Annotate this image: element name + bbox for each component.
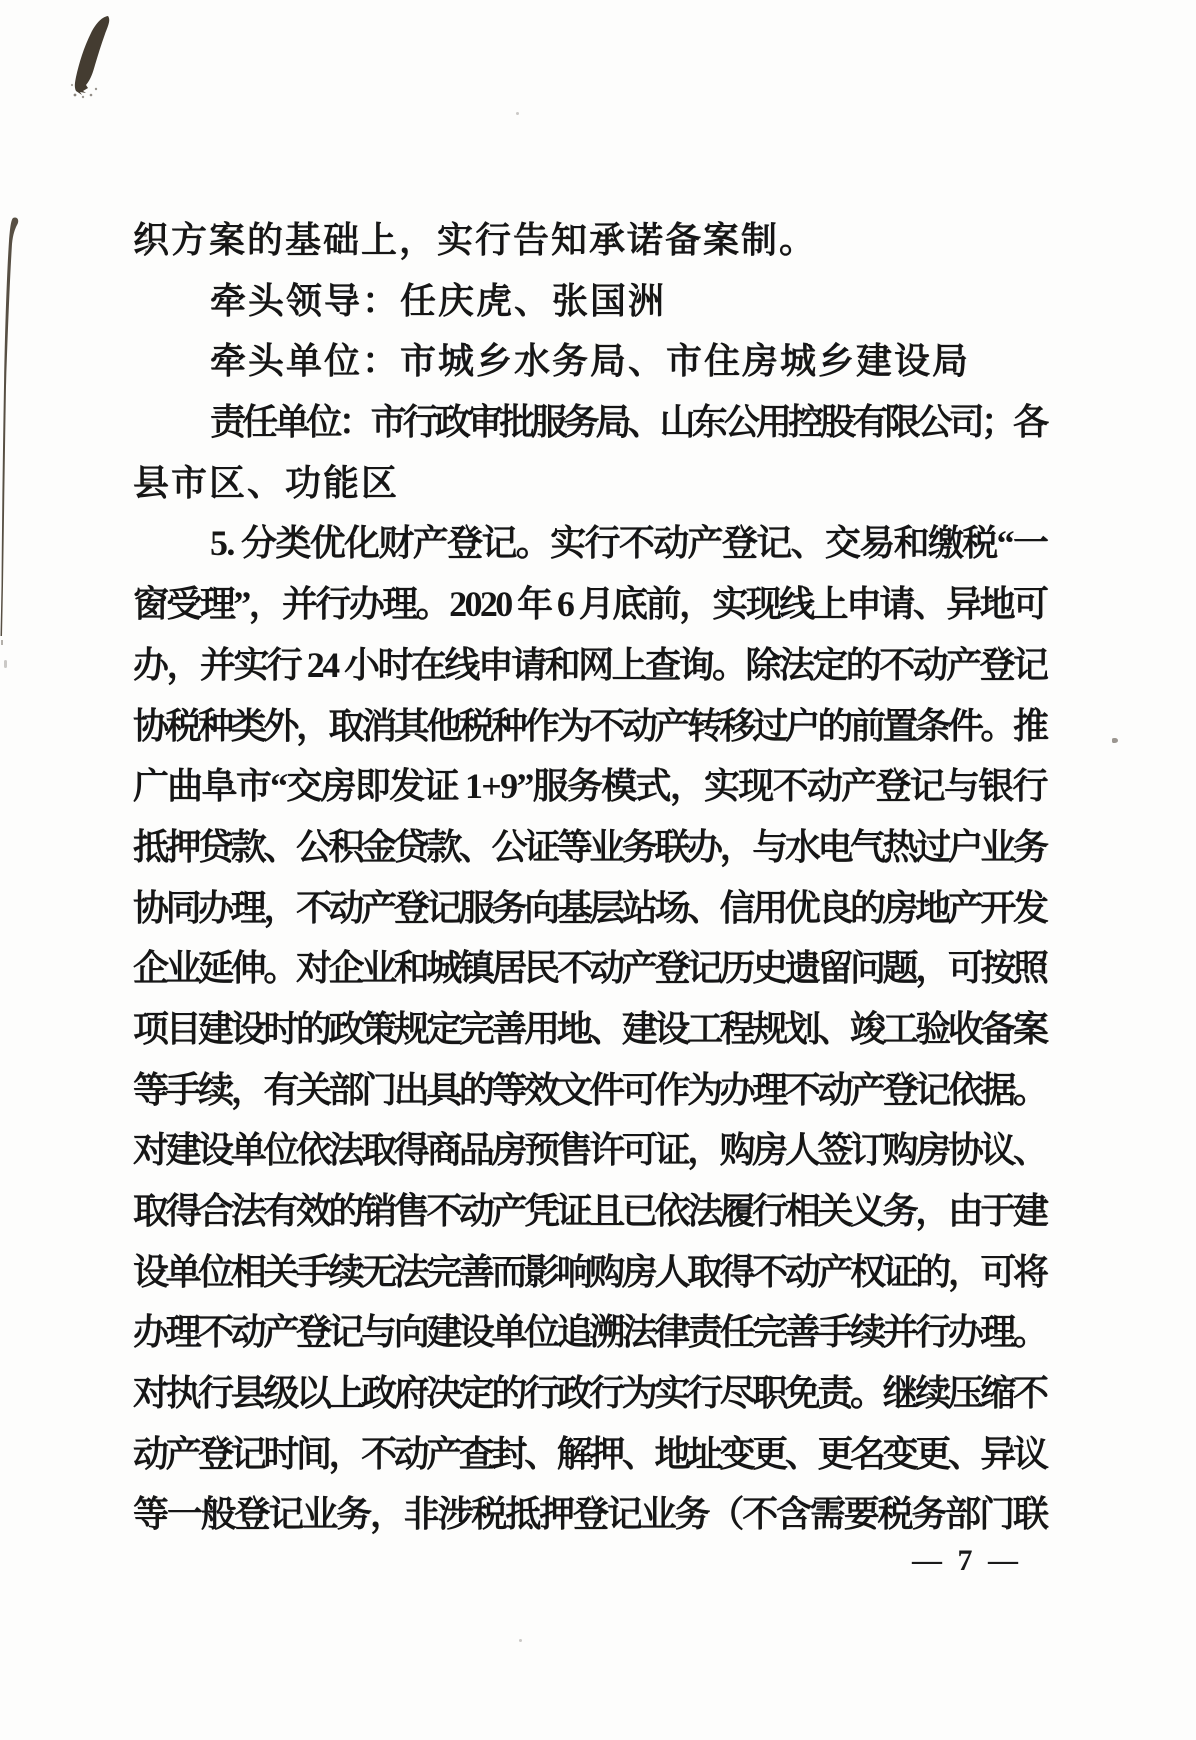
text-line: 广曲阜市“交房即发证 1+9”服务模式，实现不动产登记与银行 [133,766,1047,807]
text-line: 责任单位：市行政审批服务局、山东公用控股有限公司；各 [210,402,1046,443]
text-line: 项目建设时的政策规定完善用地、建设工程规划、竣工验收备案 [133,1008,1046,1049]
text-line: 县市区、功能区 [133,462,400,503]
ink-speck [4,660,7,668]
text-line: 对执行县级以上政府决定的行政行为实行尽职免责。继续压缩不 [133,1373,1046,1414]
text-line: 窗受理”，并行办理。2020 年 6 月底前，实现线上申请、异地可 [133,584,1047,625]
text-line: 等手续，有关部门出具的等效文件可作为办理不动产登记依据。 [133,1069,1046,1110]
text-line: 办，并实行 24 小时在线申请和网上查询。除法定的不动产登记 [133,644,1047,685]
ink-speck [519,1639,522,1642]
text-line: 取得合法有效的销售不动产凭证且已依法履行相关义务，由于建 [133,1191,1046,1231]
text-line: 抵押贷款、公积金贷款、公证等业务联办，与水电气热过户业务 [133,826,1046,867]
ink-speck [1112,738,1118,743]
text-line: 牵头单位：市城乡水务局、市住房城乡建设局 [210,341,971,382]
text-line: 动产登记时间，不动产查封、解押、地址变更、更名变更、异议 [133,1433,1046,1474]
text-line: 办理不动产登记与向建设单位追溯法律责任完善手续并行办理。 [133,1312,1046,1353]
page-number: — 7 — [912,1544,1022,1577]
text-line: 协税种类外，取消其他税种作为不动产转移过户的前置条件。推 [133,705,1046,746]
text-line: 织方案的基础上，实行告知承诺备案制。 [133,220,818,260]
ink-streak-icon [0,216,24,646]
text-line: 设单位相关手续无法完善而影响购房人取得不动产权证的，可将 [133,1251,1046,1292]
text-line: 牵头领导：任庆虎、张国洲 [210,280,667,321]
text-line: 等一般登记业务，非涉税抵押登记业务（不含需要税务部门联 [133,1494,1047,1535]
ink-speck [516,112,519,115]
text-line: 企业延伸。对企业和城镇居民不动产登记历史遗留问题，可按照 [133,948,1046,989]
text-line: 对建设单位依法取得商品房预售许可证，购房人签订购房协议、 [133,1130,1046,1171]
text-line: 5. 分类优化财产登记。实行不动产登记、交易和缴税“一 [210,523,1048,564]
text-line: 协同办理，不动产登记服务向基层站场、信用优良的房地产开发 [133,887,1046,928]
document-body [133,210,1049,1545]
ink-smudge-icon [68,13,116,99]
